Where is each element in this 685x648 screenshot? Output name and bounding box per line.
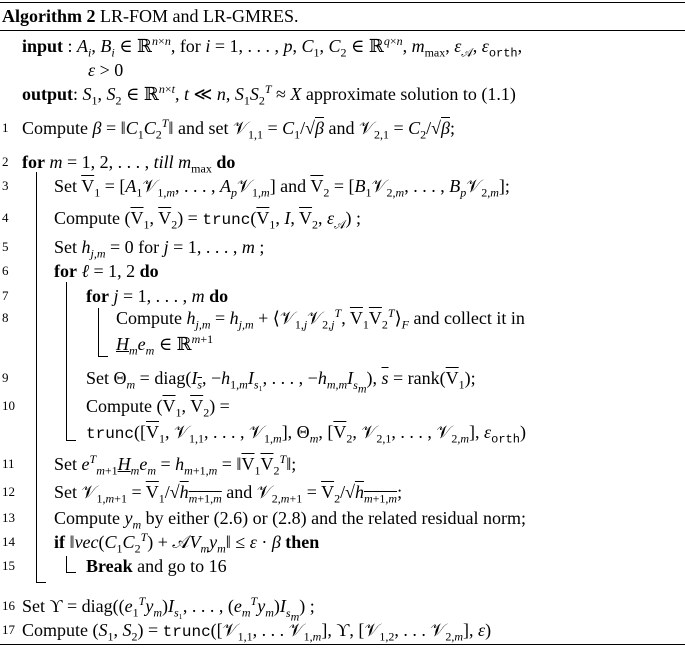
algo-line-9: Set $\Theta_m$ = $diag(I_{\overline{s}}$, $-h_{1,m}I_{s_1}$, . . . , $-h_{m,m}I_{s_m}$), $\overline{s}$ = $rank(\overline{V}_1)$; (86, 368, 476, 395)
if-keyword: if (54, 532, 65, 552)
input-line (22, 34, 523, 61)
line-number: 5 (2, 239, 9, 254)
algorithm-caption (2, 6, 299, 27)
top-rule (0, 2, 685, 3)
line-number: 9 (2, 370, 9, 385)
algorithm-label: Algorithm 2 (2, 6, 96, 26)
output-text: : $S_1$, $S_2$ ∈ ℝ$^{n\times t}$, t ≪ n, $S_1S_2^T \approx X$ approximate solution to (1.1) (73, 82, 516, 108)
input-line-2: ε > 0 (88, 60, 124, 80)
trunc-function: trunc (162, 623, 211, 641)
do-keyword: do (216, 152, 236, 172)
line-number: 10 (2, 398, 15, 413)
algo-line-10-cont: $trunc([\overline{V}_1$, 𝒱$_{1,1}$, . . . , 𝒱$_{1,m}$], $\Theta_m$, [$\overline{V}_2$, 𝒱$_{2,1}$, . . . , 𝒱$_{2,m}$], $\varepsilon_{orth}$) (86, 422, 526, 447)
algo-line-11: Set $e^T_{m+1}H_me_m = h_{m+1,m}$ = $‖\overline{V}_1\overline{V}_2^T‖$; (54, 452, 297, 478)
algo-line-7: for j = 1, . . . , m do (86, 286, 229, 306)
input-keyword: input (22, 36, 64, 56)
for-keyword: for (22, 152, 45, 172)
line-number: 14 (2, 534, 15, 549)
algo-line-6: for ℓ = 1, 2 do (54, 261, 159, 281)
algo-line-17: Compute ($S_1$, $S_2$) = trunc([𝒱$_{1,1}$, . . . 𝒱$_{1,m}$], ϒ, [𝒱$_{1,2}$, . . . 𝒱$_{2,m}$], ε) (22, 620, 492, 644)
line-number: 7 (2, 288, 9, 303)
for-keyword: for (86, 286, 109, 306)
if-end (66, 572, 76, 573)
algo-line-12: Set 𝒱$_{1,m+1}$ = $\overline{V}_1/√h_{m+1,m}$ and 𝒱$_{2,m+1}$ = $\overline{V}_2/√h_{m+1,m}$; (54, 482, 403, 506)
inner-loop-end (98, 356, 108, 357)
algo-line-14: if $‖vec(C_1C_2^T)$ + $𝒜V_my_m‖ \le \varepsilon \cdot \beta$ then (54, 530, 320, 556)
line-number: 1 (2, 120, 9, 135)
break-keyword: Break (86, 556, 133, 576)
algo-line-3: Set $\overline{V}_1$ = [$A_1𝒱_{1,m}$, . . . , $A_p𝒱_{1,m}$] and $\overline{V}_2$ = [$B_1𝒱_{2,m}$, . . . , $B_p𝒱_{2,m}$]; (54, 176, 510, 200)
middle-loop-end (66, 440, 76, 441)
trunc-function: trunc (202, 211, 251, 229)
trunc-function: trunc (86, 425, 135, 443)
if-bar (66, 556, 67, 572)
algo-line-5: Set $h_{j,m} = 0$ for j = 1, . . . , m ; (54, 237, 265, 261)
middle-loop-bar (66, 282, 67, 440)
inner-loop-bar (98, 308, 99, 356)
algo-line-8-cont: $H_me_m$ ∈ ℝ$^{m+1}$ (116, 332, 214, 358)
line-number: 4 (2, 210, 9, 225)
do-keyword: do (139, 261, 159, 281)
input-text: : $A_i$, $B_i$ ∈ ℝ$^{n\times n}$, for i = 1, . . . , p, $C_1$, $C_2$ ∈ ℝ$^{q\times n}$, $m_{max}$, $\varepsilon_𝒜$, $\varepsilon_{orth}$, (63, 34, 523, 61)
algo-line-10: Compute ($\overline{V}_1$, $\overline{V}_2$) = (86, 396, 230, 420)
line-number: 2 (2, 154, 9, 169)
line-number: 15 (2, 558, 15, 573)
output-line (22, 82, 516, 106)
algo-line-13: Compute $y_m$ by either (2.6) or (2.8) and the related residual norm; (54, 508, 527, 532)
algo-line-8: Compute $h_{j,m} = h_{j,m}$ + ⟨𝒱$_{1,j}$𝒱$_{2,j}^T$, $\overline{V}_1\overline{V}_2^T⟩_F$ and collect it in (116, 306, 525, 332)
outer-loop-end (36, 582, 46, 583)
line-number: 3 (2, 178, 9, 193)
algo-line-4: Compute ($\overline{V}_1$, $\overline{V}_2$) = $trunc(\overline{V}_1$, I, $\overline{V}_2$, $\varepsilon_𝒜$) ; (54, 208, 361, 232)
algorithm-title: LR-FOM and LR-GMRES. (100, 6, 299, 26)
line-number: 11 (2, 456, 15, 471)
break-text: and go to 16 (132, 556, 227, 576)
algo-line-1: Compute $\beta = ‖C_1C_2^T‖$ and set 𝒱$_{1,1}$ = $C_1/√\beta$ and 𝒱$_{2,1}$ = $C_2/√\beta$; (22, 116, 456, 142)
caption-rule (0, 30, 685, 31)
outer-loop-bar (36, 172, 37, 582)
algo-line-16: Set $ϒ = diag((e_1^Ty_m)I_{s_1}$, . . . , $(e_m^Ty_m)I_{s_m}$) ; (22, 594, 315, 623)
line-number: 8 (2, 310, 9, 325)
bottom-rule (0, 644, 685, 645)
for-keyword: for (54, 261, 77, 281)
do-keyword: do (209, 286, 229, 306)
line-number: 6 (2, 263, 9, 278)
algo-line-15 (86, 554, 227, 578)
line-number: 17 (2, 622, 15, 637)
output-keyword: output (22, 84, 74, 104)
line-number: 16 (2, 598, 15, 613)
line-number: 12 (2, 484, 15, 499)
then-keyword: then (285, 532, 320, 552)
algo-line-2: for m = 1, 2, . . . , till $m_{max}$ do (22, 152, 236, 176)
line-number: 13 (2, 510, 15, 525)
